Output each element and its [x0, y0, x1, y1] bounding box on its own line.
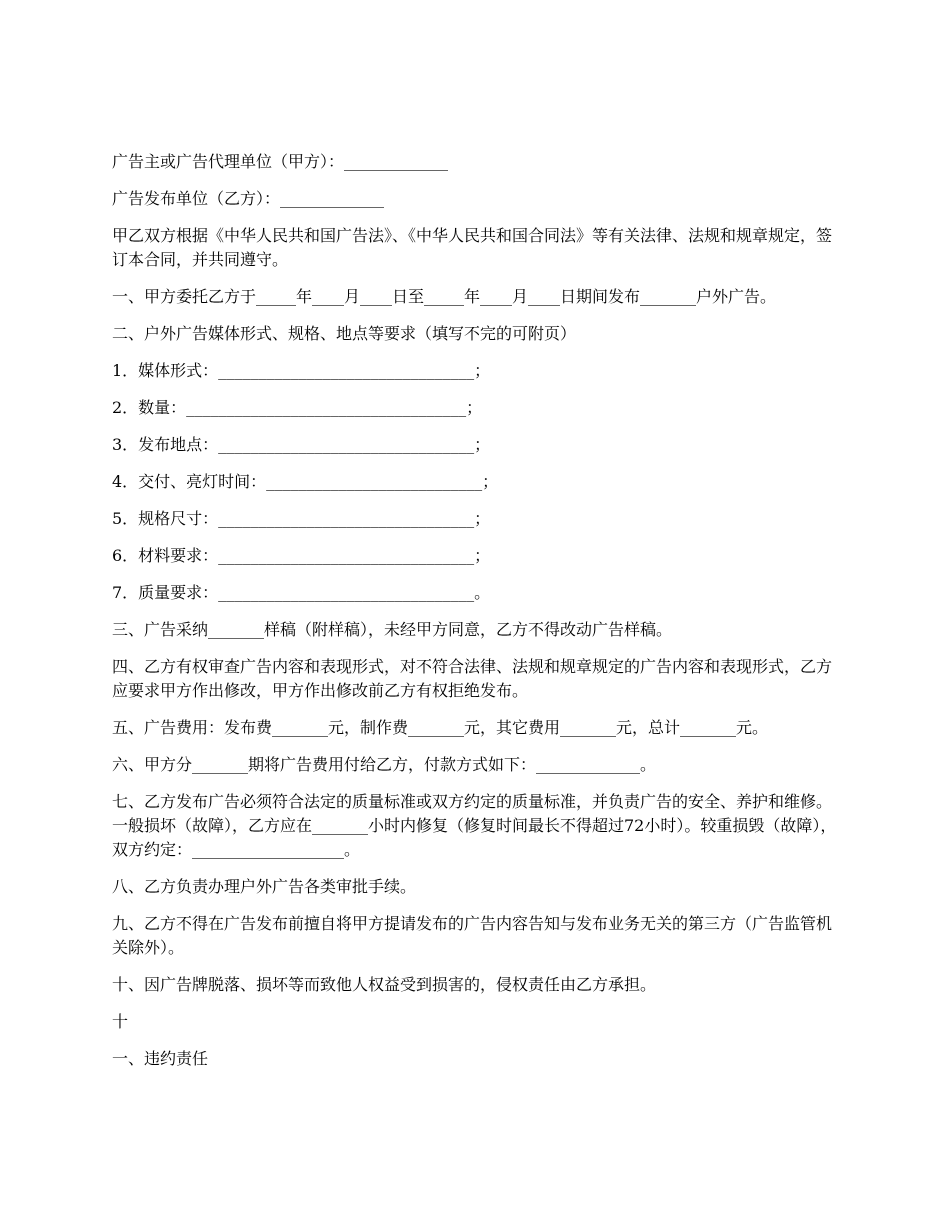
preamble-paragraph: 甲乙双方根据《中华人民共和国广告法》、《中华人民共和国合同法》等有关法律、法规和规章规定，签订本合同，并共同遵守。: [112, 226, 833, 269]
clause-6: 六、甲方分_______期将广告费用付给乙方，付款方式如下：_____________。: [112, 755, 657, 774]
clause-11-title: 一、违约责任: [112, 1049, 209, 1068]
clause-2-item-7: 7．质量要求：________________________________。: [112, 583, 491, 602]
party-b-line: 广告发布单位（乙方）：_____________: [112, 189, 385, 208]
clause-8: 八、乙方负责办理户外广告各类审批手续。: [112, 877, 417, 896]
clause-1: 一、甲方委托乙方于_____年____月____日至_____年____月____日期间发布_______户外广告。: [112, 287, 777, 306]
clause-2-item-3: 3．发布地点：________________________________；: [112, 435, 491, 454]
clause-7: 七、乙方发布广告必须符合法定的质量标准或双方约定的质量标准，并负责广告的安全、养护和维修。一般损坏（故障），乙方应在_______小时内修复（修复时间最长不得超过72小时）。较重损毁（故障），双方约定：___________________。: [112, 792, 837, 859]
clause-2: 二、户外广告媒体形式、规格、地点等要求（填写不完的可附页）: [112, 324, 577, 343]
clause-9: 九、乙方不得在广告发布前擅自将甲方提请发布的广告内容告知与发布业务无关的第三方（广告监管机关除外）。: [112, 914, 833, 957]
clause-5: 五、广告费用：发布费_______元，制作费_______元，其它费用_______元，总计_______元。: [112, 718, 769, 737]
clause-2-item-1: 1．媒体形式：________________________________；: [112, 361, 491, 380]
clause-11-number: 十: [112, 1012, 129, 1031]
clause-2-item-5: 5．规格尺寸：________________________________；: [112, 509, 491, 528]
clause-2-item-6: 6．材料要求：________________________________；: [112, 546, 491, 565]
clause-2-item-4: 4．交付、亮灯时间：___________________________；: [112, 472, 499, 491]
clause-4: 四、乙方有权审查广告内容和表现形式，对不符合法律、法规和规章规定的广告内容和表现形式，乙方应要求甲方作出修改，甲方作出修改前乙方有权拒绝发布。: [112, 657, 833, 700]
clause-10: 十、因广告牌脱落、损坏等而致他人权益受到损害的，侵权责任由乙方承担。: [112, 975, 657, 994]
clause-3: 三、广告采纳_______样稿（附样稿），未经甲方同意，乙方不得改动广告样稿。: [112, 620, 673, 639]
party-a-line: 广告主或广告代理单位（甲方）：_____________: [112, 152, 449, 171]
contract-document: [112, 150, 842, 1084]
clause-2-item-2: 2．数量：___________________________________；: [112, 398, 483, 417]
